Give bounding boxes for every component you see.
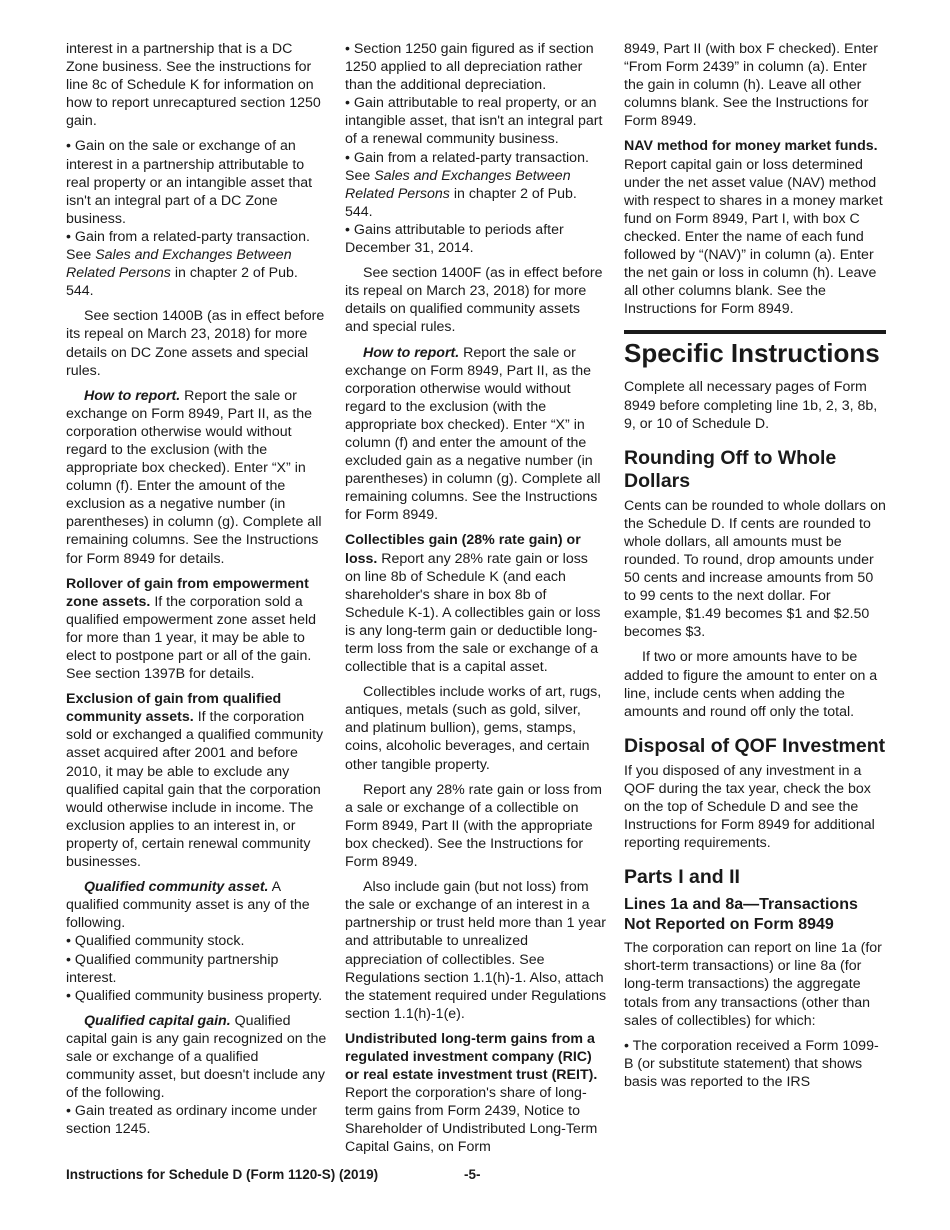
run-in-heading: Qualified community asset. (84, 879, 269, 896)
page-footer (66, 1167, 896, 1182)
bullet-item: • Gain treated as ordinary income under section 1245. (66, 1103, 318, 1138)
run-in-heading: Undistributed long-term gains from a regulated investment company (RIC) or real estate investment trust (REIT). (345, 1030, 598, 1084)
paragraph: NAV method for money market funds. Report capital gain or loss determined under the net asset value (NAV) method with respect to shares in a money market fund on Form 8949, Part I, with box C checked. Enter the name of each fund followed by “(NAV)” in column (a). Enter the net gain or loss in column (h). Leave all other columns blank. See the Instructions for Form 8949. (624, 138, 883, 318)
run-in-heading: Rollover of gain from empowerment zone assets. (66, 575, 309, 610)
bullet-item: • Qualified community business property. (66, 987, 323, 1004)
paragraph: Qualified community asset. A qualified community asset is any of the following. (66, 879, 310, 932)
paragraph: See section 1400F (as in effect before its repeal on March 23, 2018) for more details on qualified community assets and special rules. (345, 265, 603, 336)
paragraph: Rollover of gain from empowerment zone assets. If the corporation sold a qualified empowerment zone asset held for more than 1 year, it may be able to elect to postpone part or all of the gain. See section 1397B for details. (66, 575, 317, 683)
column-1 (66, 40, 328, 1138)
paragraph: Collectibles include works of art, rugs, antiques, metals (such as gold, silver, and platinum bullion), gems, stamps, coins, alcoholic beverages, and certain other tangible property. (345, 684, 602, 773)
paragraph: See section 1400B (as in effect before its repeal on March 23, 2018) for more details on DC Zone assets and special rules. (66, 308, 325, 379)
bullet-item: • Gain from a related-party transaction. See Sales and Exchanges Between Related Persons in chapter 2 of Pub. 544. (345, 149, 589, 220)
paragraph: interest in a partnership that is a DC Zone business. See the instructions for line 8c of Schedule K for information on how to report unrecaptured section 1250 gain. (66, 41, 321, 130)
section-heading: Parts I and II (624, 866, 740, 889)
run-in-heading: Collectibles gain (28% rate gain) or loss. (345, 532, 581, 567)
bullet-item: • Gain from a related-party transaction. See Sales and Exchanges Between Related Persons in chapter 2 of Pub. 544. (66, 228, 310, 300)
bullet-item: • Gains attributable to periods after December 31, 2014. (345, 221, 564, 257)
paragraph: Report any 28% rate gain or loss from a sale or exchange of a collectible on Form 8949, Part II (with the appropriate box checked). See the Instructions for Form 8949. (345, 781, 602, 871)
run-in-heading: How to report. (84, 387, 181, 404)
page-number: -5- (464, 1167, 481, 1182)
run-in-heading: Exclusion of gain from qualified community assets. (66, 691, 282, 726)
paragraph: The corporation can report on line 1a (for short-term transactions) or line 8a (for long-term transactions) the aggregate totals from any transactions (other than sales of collectibles) for which: (624, 940, 882, 1029)
column-2 (345, 40, 607, 1164)
paragraph: How to report. Report the sale or exchange on Form 8949, Part II, as the corporation otherwise would without regard to the exclusion (with the appropriate box checked). Enter “X” in column (f) and enter the amount of the excluded gain as a negative number (in parentheses) in column (g). Complete all remaining columns. See the Instructions for Form 8949. (345, 344, 601, 524)
column-3 (624, 40, 886, 1091)
bullet-item: • Qualified community stock. (66, 933, 245, 950)
bullet-item: • Section 1250 gain figured as if section 1250 applied to all depreciation rather than the additional depreciation. (345, 41, 594, 94)
bullet-item: • The corporation received a Form 1099-B (or substitute statement) that shows basis was reported to the IRS (624, 1037, 879, 1090)
paragraph: 8949, Part II (with box F checked). Enter “From Form 2439” in column (a). Enter the gain in column (h). Leave all other columns blank. See the Instructions for Form 8949. (624, 41, 878, 130)
run-in-heading: NAV method for money market funds. (624, 138, 878, 155)
section-heading: Rounding Off to Whole Dollars (624, 446, 837, 492)
footer-title: Instructions for Schedule D (Form 1120-S) (2019) (66, 1167, 379, 1182)
subsection-heading: Lines 1a and 8a—Transactions Not Reported on Form 8949 (624, 896, 858, 934)
section-title: Specific Instructions (624, 330, 886, 368)
paragraph: Exclusion of gain from qualified community assets. If the corporation sold or exchanged a qualified community asset acquired after 2001 and before 2010, it may be able to exclude any qualified capital gain that the corporation would otherwise include in income. The exclusion applies to an interest in, or property of, certain renewal community businesses. (66, 691, 324, 871)
paragraph: Cents can be rounded to whole dollars on the Schedule D. If cents are rounded to whole dollars, all amounts must be rounded. To round, drop amounts under 50 cents and increase amounts from 50 to 99 cents to the next dollar. For example, $1.49 becomes $1 and $2.50 becomes $3. (624, 497, 886, 641)
bullet-item: • Gain attributable to real property, or an intangible asset, that isn't an integral part of a renewal community business. (345, 95, 603, 148)
italic-reference: Sales and Exchanges Between Related Persons (66, 247, 292, 282)
section-heading: Disposal of QOF Investment (624, 734, 886, 757)
italic-reference: Sales and Exchanges Between Related Persons (345, 167, 571, 202)
run-in-heading: How to report. (363, 344, 460, 361)
paragraph: Qualified capital gain. Qualified capital gain is any gain recognized on the sale or exchange of a qualified community asset, but doesn't include any of the following. (66, 1012, 327, 1102)
paragraph: How to report. Report the sale or exchange on Form 8949, Part II, as the corporation otherwise would without regard to the exclusion (with the appropriate box checked). Enter “X” in column (f). Enter the amount of the exclusion as a negative number (in parentheses) in column (g). Complete all remaining columns. See the Instructions for Form 8949 for details. (66, 387, 322, 567)
paragraph: Also include gain (but not loss) from the sale or exchange of an interest in a partnership or trust held more than 1 year and attributable to unrealized appreciation of collectibles. See Regulations section 1.1(h)-1. Also, attach the statement required under Regulations section 1.1(h)-1(e). (345, 879, 607, 1022)
paragraph: If two or more amounts have to be added to figure the amount to enter on a line, include cents when adding the amounts and round off only the total. (624, 649, 878, 720)
run-in-heading: Qualified capital gain. (84, 1012, 231, 1029)
paragraph: If you disposed of any investment in a QOF during the tax year, check the box on the top of Schedule D and see the Instructions for Form 8949 for additional reporting requirements. (624, 762, 875, 852)
bullet-item: • Qualified community partnership interest. (66, 951, 279, 986)
paragraph: Undistributed long-term gains from a regulated investment company (RIC) or real estate investment trust (REIT). Report the corporation's share of long-term gains from Form 2439, Notice to Shareholder of Undistributed Long-Term Capital Gains, on Form (345, 1030, 598, 1156)
paragraph: Collectibles gain (28% rate gain) or loss. Report any 28% rate gain or loss on line 8b of Schedule K (and each shareholder's share in box 8b of Schedule K-1). A collectibles gain or loss is any long-term gain or deductible long-term loss from the sale or exchange of a collectible that is a capital asset. (345, 532, 601, 676)
paragraph: Complete all necessary pages of Form 8949 before completing line 1b, 2, 3, 8b, 9, or 10 of Schedule D. (624, 379, 878, 432)
bullet-item: • Gain on the sale or exchange of an interest in a partnership attributable to real property or an intangible asset that isn't an integral part of a DC Zone business. (66, 138, 313, 227)
